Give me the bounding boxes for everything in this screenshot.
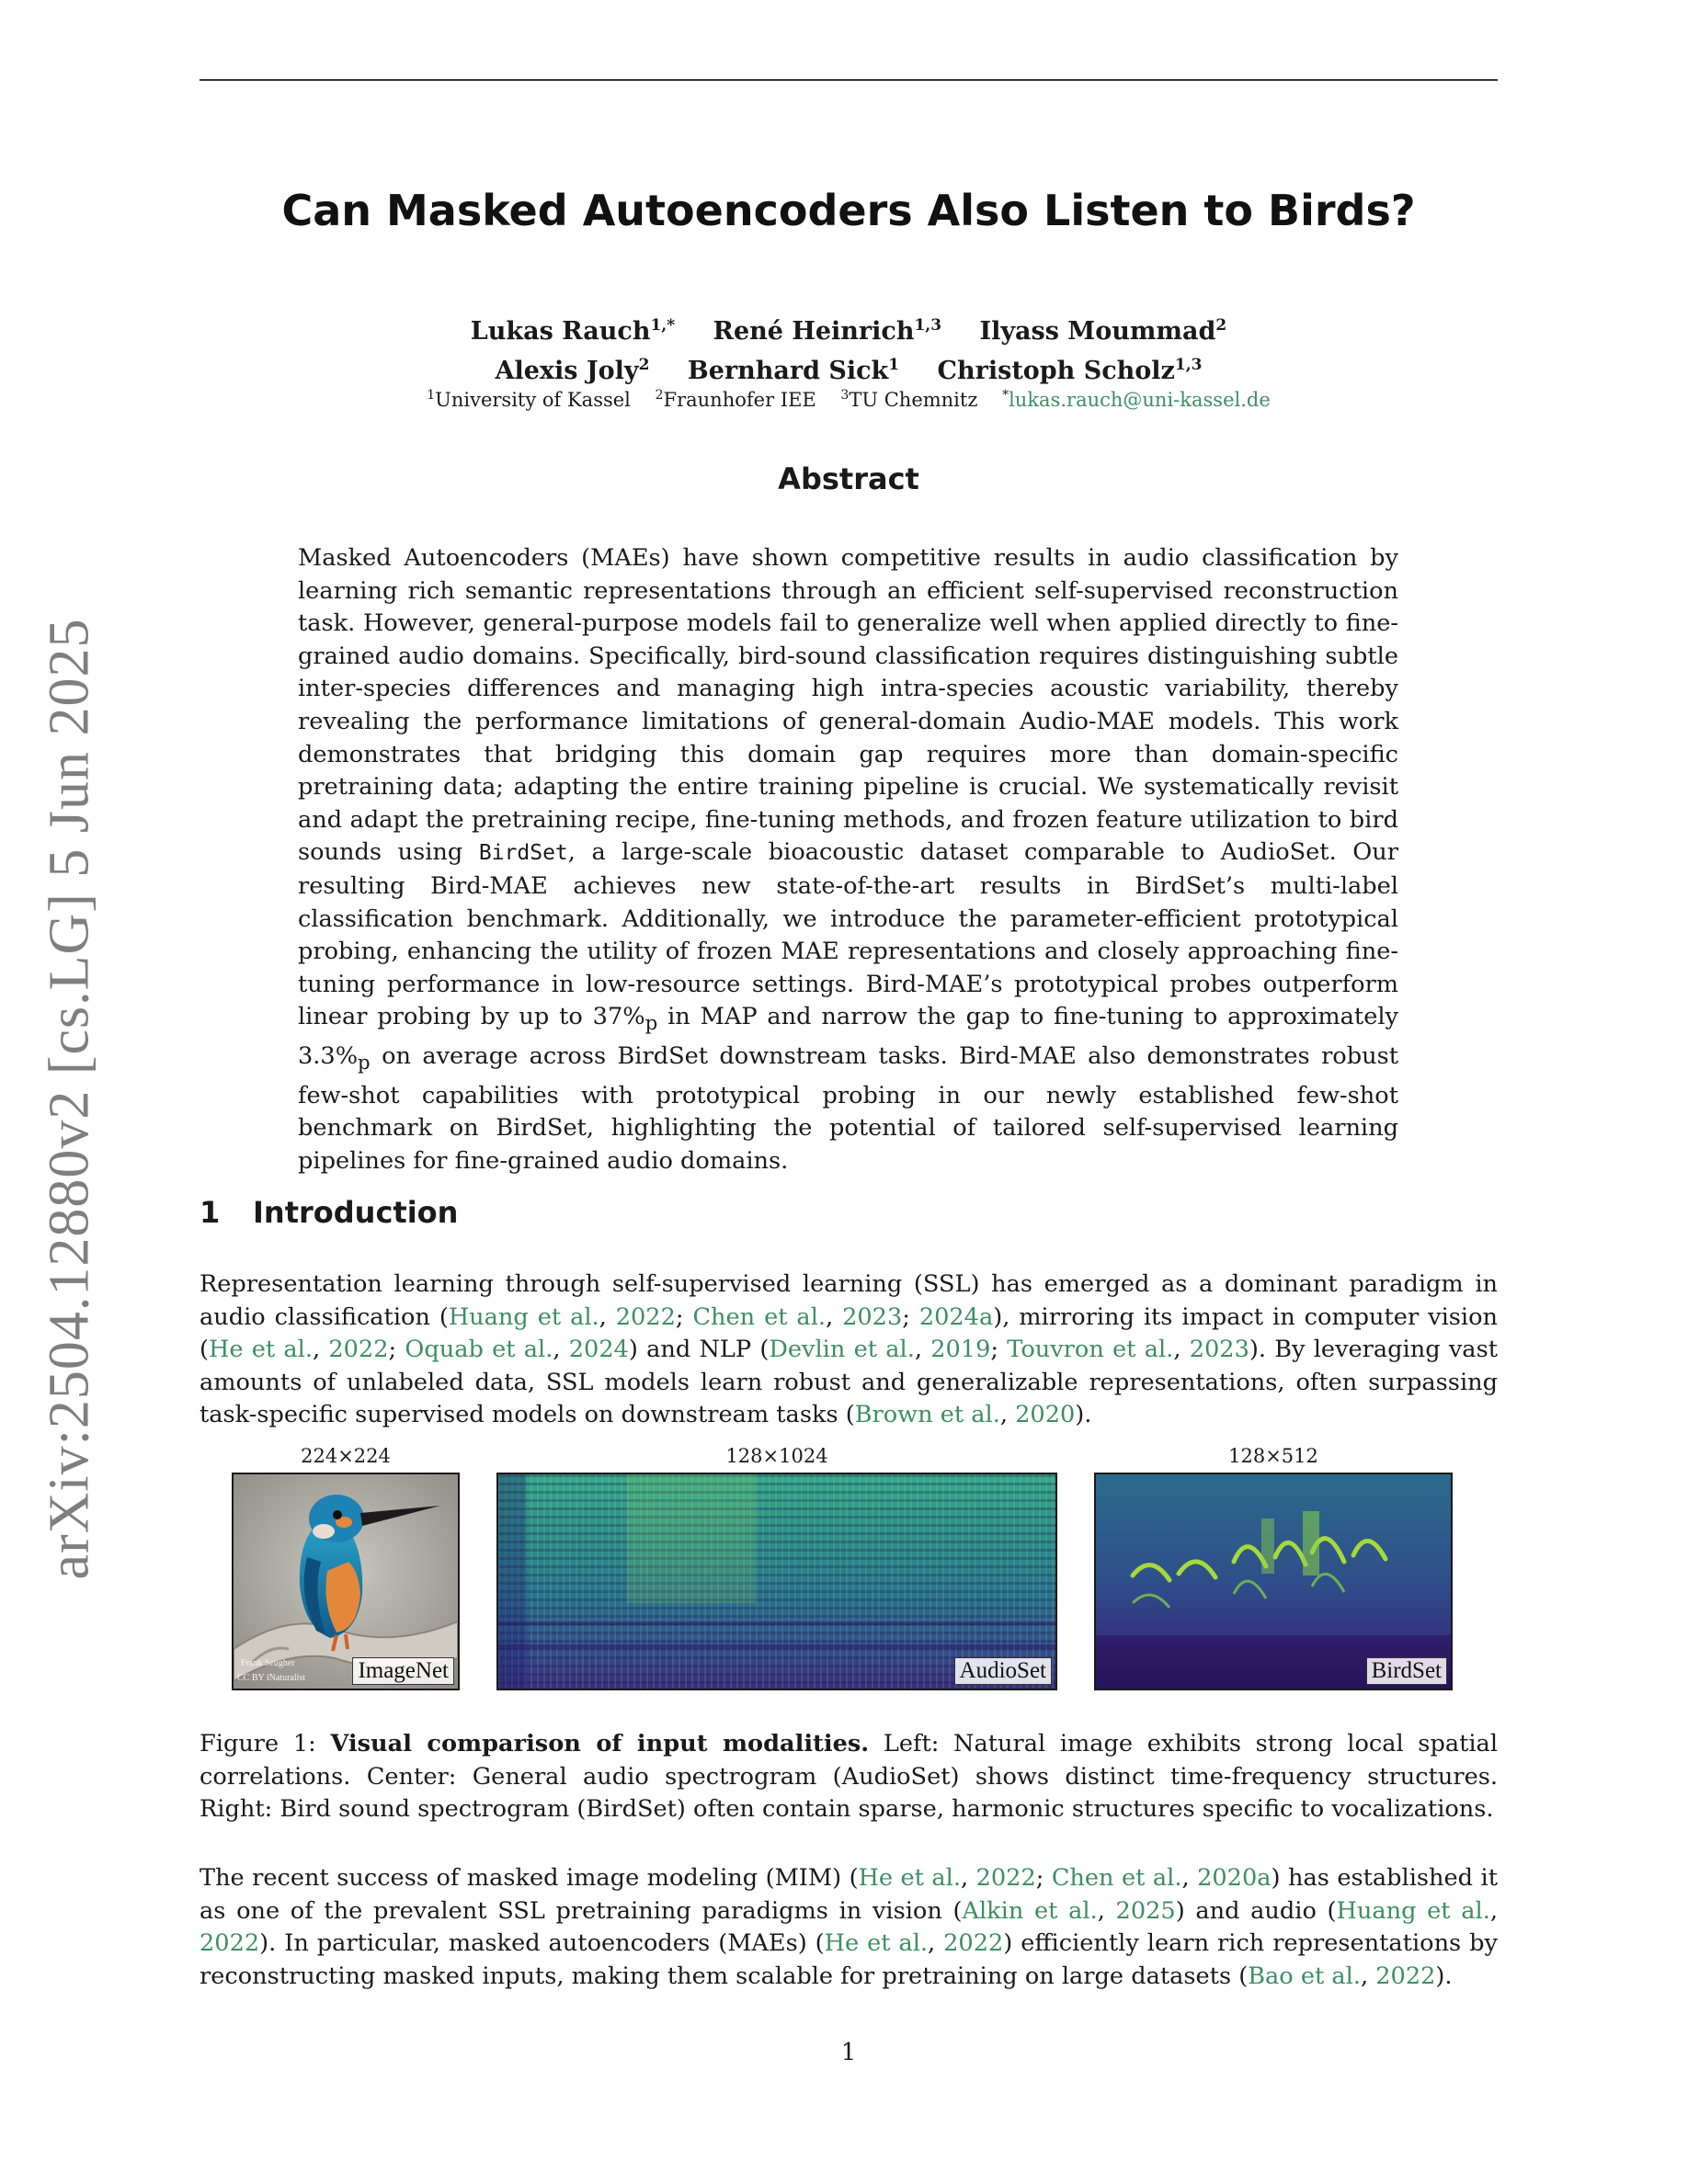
- citation-link[interactable]: Touvron et al.: [1007, 1336, 1174, 1364]
- citation-link[interactable]: 2022: [200, 1929, 260, 1958]
- citation-link[interactable]: 2025: [1115, 1896, 1176, 1925]
- author: Ilyass Moummad$^2$: [979, 316, 1227, 346]
- intro-paragraph-2: The recent success of masked image modeling (MIM) (He et al., 2022; Chen et al., 2020a) has established it as one of the prevalent SSL pretraining paradigms in vision (Alkin et al., 2025) and audio (Huang et al., 2022). In particular, masked autoencoders (MAEs) (He et al., 2022) efficiently learn rich representations by reconstructing masked inputs, making them scalable for pretraining on large datasets (Bao et al., 2022).: [200, 1864, 1498, 1990]
- abstract-heading: Abstract: [778, 461, 919, 496]
- affiliation: $^3$TU Chemnitz: [840, 388, 978, 411]
- panel-dimension-imagenet: 224×224: [301, 1445, 391, 1467]
- author: René Heinrich$^{1,3}$: [713, 316, 942, 346]
- panel-tag-audioset: AudioSet: [954, 1657, 1052, 1685]
- author: Lukas Rauch$^{1,*}$: [470, 316, 676, 346]
- citation-link[interactable]: Chen et al.: [1051, 1864, 1182, 1892]
- imagenet-kingfisher-image: [232, 1473, 460, 1690]
- top-rule: [200, 79, 1498, 81]
- page-number: 1: [840, 2039, 857, 2066]
- citation-link[interactable]: 2023: [1189, 1336, 1249, 1364]
- email-link[interactable]: lukas.rauch@uni-kassel.de: [1009, 389, 1271, 411]
- abstract-text: Masked Autoencoders (MAEs) have shown competitive results in audio classification by learning rich semantic representations through an efficient self-supervised reconstruction task. However, general-purpose models fail to generalize well when applied directly to fine-grained audio domains. Specifically, bird-sound classification requires distinguishing subtle inter-species differences and managing high intra-species acoustic variability, thereby revealing the performance limitations of general-domain Audio-MAE models. This work demonstrates that bridging this domain gap requires more than domain-specific pretraining data; adapting the entire training pipeline is crucial. We systematically revisit and adapt the pretraining recipe, fine-tuning methods, and frozen feature utilization to bird sounds using BirdSet, a large-scale bioacoustic dataset comparable to AudioSet. Our resulting Bird-MAE achieves new state-of-the-art results in BirdSet’s multi-label classification benchmark. Additionally, we introduce the parameter-efficient prototypical probing, enhancing the utility of frozen MAE representations and closely approaching fine-tuning performance in low-resource settings. Bird-MAE’s prototypical probes outperform linear probing by up to $37\%_p$ in MAP and narrow the gap to fine-tuning to approximately $3.3\%_p$ on average across BirdSet downstream tasks. Bird-MAE also demonstrates robust few-shot capabilities with prototypical probing in our newly established few-shot benchmark on BirdSet, highlighting the potential of tailored self-supervised learning pipelines for fine-grained audio domains.: [298, 544, 1398, 1175]
- panel-tag-imagenet: ImageNet: [352, 1657, 454, 1685]
- citation-link[interactable]: 2022: [615, 1302, 676, 1331]
- panel-dimension-audioset: 128×1024: [725, 1445, 828, 1467]
- citation-link[interactable]: He et al.: [858, 1864, 961, 1892]
- citation-link[interactable]: Chen et al.: [692, 1302, 827, 1331]
- photo-license: CC BY iNaturalist: [237, 1673, 306, 1683]
- panel-dimension-birdset: 128×512: [1228, 1445, 1318, 1467]
- citation-link[interactable]: He et al.: [209, 1336, 313, 1364]
- citation-link[interactable]: 2022: [975, 1864, 1036, 1892]
- panel-tag-birdset: BirdSet: [1366, 1657, 1447, 1685]
- affiliations: [200, 382, 1498, 413]
- birdset-spectrogram: [1094, 1473, 1453, 1690]
- arxiv-stamp-text: arXiv:2504.12880v2 [cs.LG] 5 Jun 2025: [38, 617, 101, 1580]
- dataset-name: BirdSet: [478, 841, 568, 866]
- section-heading: 1 Introduction: [200, 1195, 459, 1230]
- citation-link[interactable]: 2024a: [918, 1302, 994, 1331]
- citation-link[interactable]: 2024: [568, 1336, 629, 1364]
- citation-link[interactable]: 2022: [1375, 1962, 1436, 1990]
- author: Christoph Scholz$^{1,3}$: [937, 356, 1203, 385]
- citation-link[interactable]: Bao et al.: [1248, 1962, 1361, 1990]
- citation-link[interactable]: 2023: [842, 1302, 903, 1331]
- citation-link[interactable]: Oquab et al.: [405, 1336, 553, 1364]
- author-list: [200, 309, 1498, 388]
- citation-link[interactable]: 2019: [930, 1336, 991, 1364]
- author: Alexis Joly$^2$: [495, 356, 650, 385]
- citation-link[interactable]: 2020: [1015, 1401, 1076, 1429]
- paper-title: Can Masked Autoencoders Also Listen to Birds?: [281, 186, 1416, 235]
- citation-link[interactable]: Alkin et al.: [962, 1896, 1098, 1925]
- citation-link[interactable]: Devlin et al.: [769, 1336, 915, 1364]
- photo-credit: Frank Seugher: [241, 1658, 295, 1668]
- citation-link[interactable]: 2022: [943, 1929, 1004, 1958]
- citation-link[interactable]: Huang et al.: [1336, 1896, 1490, 1925]
- intro-paragraph-1: Representation learning through self-supervised learning (SSL) has emerged as a dominant paradigm in audio classification (Huang et al., 2022; Chen et al., 2023; 2024a), mirroring its impact in computer vision (He et al., 2022; Oquab et al., 2024) and NLP (Devlin et al., 2019; Touvron et al., 2023). By leveraging vast amounts of unlabeled data, SSL models learn robust and generalizable representations, often surpassing task-specific supervised models on downstream tasks (Brown et al., 2020).: [200, 1270, 1498, 1429]
- citation-link[interactable]: Huang et al.: [448, 1302, 599, 1331]
- email[interactable]: *lukas.rauch@uni-kassel.de: [1002, 388, 1271, 411]
- affiliation: $^2$Fraunhofer IEE: [655, 388, 816, 411]
- affiliation: $^1$University of Kassel: [427, 388, 631, 411]
- citation-link[interactable]: He et al.: [824, 1929, 929, 1958]
- figure-caption: Figure 1: Visual comparison of input modalities. Left: Natural image exhibits strong local spatial correlations. Center: General audio spectrogram (AudioSet) shows distinct time-frequency structures. Right: Bird sound spectrogram (BirdSet) often contain sparse, harmonic structures specific to vocalizations.: [200, 1730, 1499, 1824]
- audioset-spectrogram: [496, 1473, 1057, 1690]
- citation-link[interactable]: 2022: [328, 1336, 389, 1364]
- citation-link[interactable]: Brown et al.: [854, 1401, 1000, 1429]
- arxiv-stamp: [33, 617, 107, 1580]
- citation-link[interactable]: 2020a: [1197, 1864, 1272, 1892]
- author: Bernhard Sick$^1$: [687, 356, 900, 385]
